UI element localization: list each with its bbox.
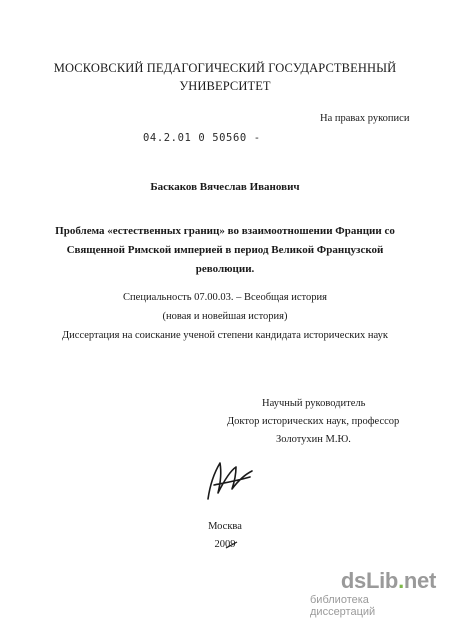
handwritten-signature: [200, 455, 260, 505]
pen-mark: [225, 540, 241, 550]
specialty-line: Специальность 07.00.03. – Всеобщая история: [123, 292, 327, 303]
dissertation-title-line-1: Проблема «естественных границ» во взаимоотношении Франции со: [55, 225, 395, 237]
dissertation-title-line-2: Священной Римской империей в период Великой Французской: [66, 244, 384, 256]
author-name: Баскаков Вячеслав Иванович: [150, 181, 300, 193]
specialty-subline: (новая и новейшая история): [162, 311, 288, 322]
supervisor-degree: Доктор исторических наук, профессор: [227, 416, 400, 427]
registration-stamp: 04.2.01 0 50560 -: [143, 132, 261, 144]
watermark-dslib: [310, 568, 440, 618]
dissertation-title-line-3: революции.: [195, 263, 255, 275]
degree-purpose-line: Диссертация на соискание ученой степени кандидата исторических наук: [62, 330, 388, 341]
watermark-tagline: библиотека диссертаций: [310, 594, 376, 618]
year: 2009: [214, 539, 236, 550]
supervisor-name: Золотухин М.Ю.: [276, 434, 351, 445]
manuscript-rights-note: На правах рукописи: [320, 113, 410, 124]
watermark-logo: dsLib.net: [340, 568, 436, 593]
city: Москва: [208, 521, 242, 532]
university-line-2: УНИВЕРСИТЕТ: [179, 79, 271, 93]
university-line-1: МОСКОВСКИЙ ПЕДАГОГИЧЕСКИЙ ГОСУДАРСТВЕННЫЙ: [53, 61, 397, 75]
supervisor-role: Научный руководитель: [262, 398, 366, 409]
